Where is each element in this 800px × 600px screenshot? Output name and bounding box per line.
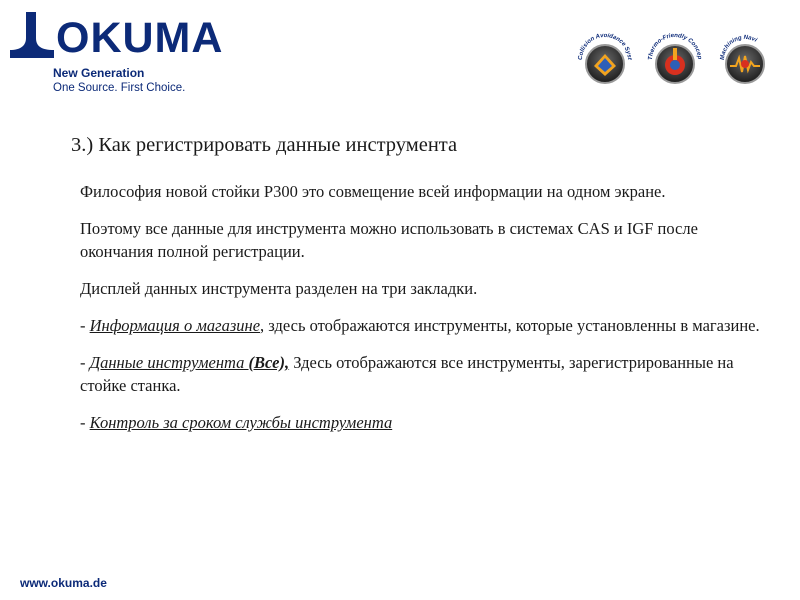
magazine-info-link[interactable]: Информация о магазине <box>89 316 261 335</box>
okuma-logo-mark-icon <box>10 12 54 60</box>
tagline: One Source. First Choice. <box>53 82 186 94</box>
collision-avoidance-icon <box>574 26 636 86</box>
list-item-text: Здесь отображаются все инструменты, зарегистрированные на стойке станка. <box>80 353 734 395</box>
tool-data-all-link[interactable]: (Все), <box>248 353 290 372</box>
generation-label: New Generation <box>53 66 145 80</box>
okuma-logo <box>10 12 224 64</box>
tool-life-link[interactable]: Контроль за сроком службы инструмента <box>89 413 393 432</box>
collision-avoidance-badge <box>574 26 636 86</box>
paragraph-cas-igf: Поэтому все данные для инструмента можно использовать в системах CAS и IGF после окончания полной регистрации. <box>80 219 698 261</box>
thermo-friendly-icon <box>644 26 706 86</box>
list-dash: - <box>80 413 90 432</box>
badge-label: Collision Avoidance Syst <box>577 32 633 61</box>
list-item-tool-life <box>80 411 760 434</box>
slide-content <box>80 180 760 448</box>
machining-navi-icon <box>714 26 776 86</box>
slide-title: 3.) Как регистрировать данные инструмента <box>71 134 458 156</box>
list-dash: - <box>80 316 90 335</box>
badge-label: Thermo-Friendly Concep <box>647 32 703 61</box>
paragraph-tabs: Дисплей данных инструмента разделен на три закладки. <box>80 279 478 298</box>
list-item-text: , здесь отображаются инструменты, которые установленны в магазине. <box>260 316 760 335</box>
logo-wordmark: OKUMA <box>56 14 224 62</box>
tool-data-link[interactable]: Данные инструмента <box>89 353 249 372</box>
footer-url[interactable]: www.okuma.de <box>20 576 107 590</box>
list-item-magazine-info <box>80 314 760 337</box>
list-dash: - <box>80 353 90 372</box>
machining-navi-badge <box>714 26 776 86</box>
badge-label: Machining Navi <box>719 34 758 61</box>
paragraph-philosophy: Философия новой стойки P300 это совмещение всей информации на одном экране. <box>80 182 666 201</box>
thermo-friendly-badge <box>644 26 706 86</box>
feature-badges <box>574 26 774 96</box>
list-item-tool-data-all <box>80 351 760 397</box>
